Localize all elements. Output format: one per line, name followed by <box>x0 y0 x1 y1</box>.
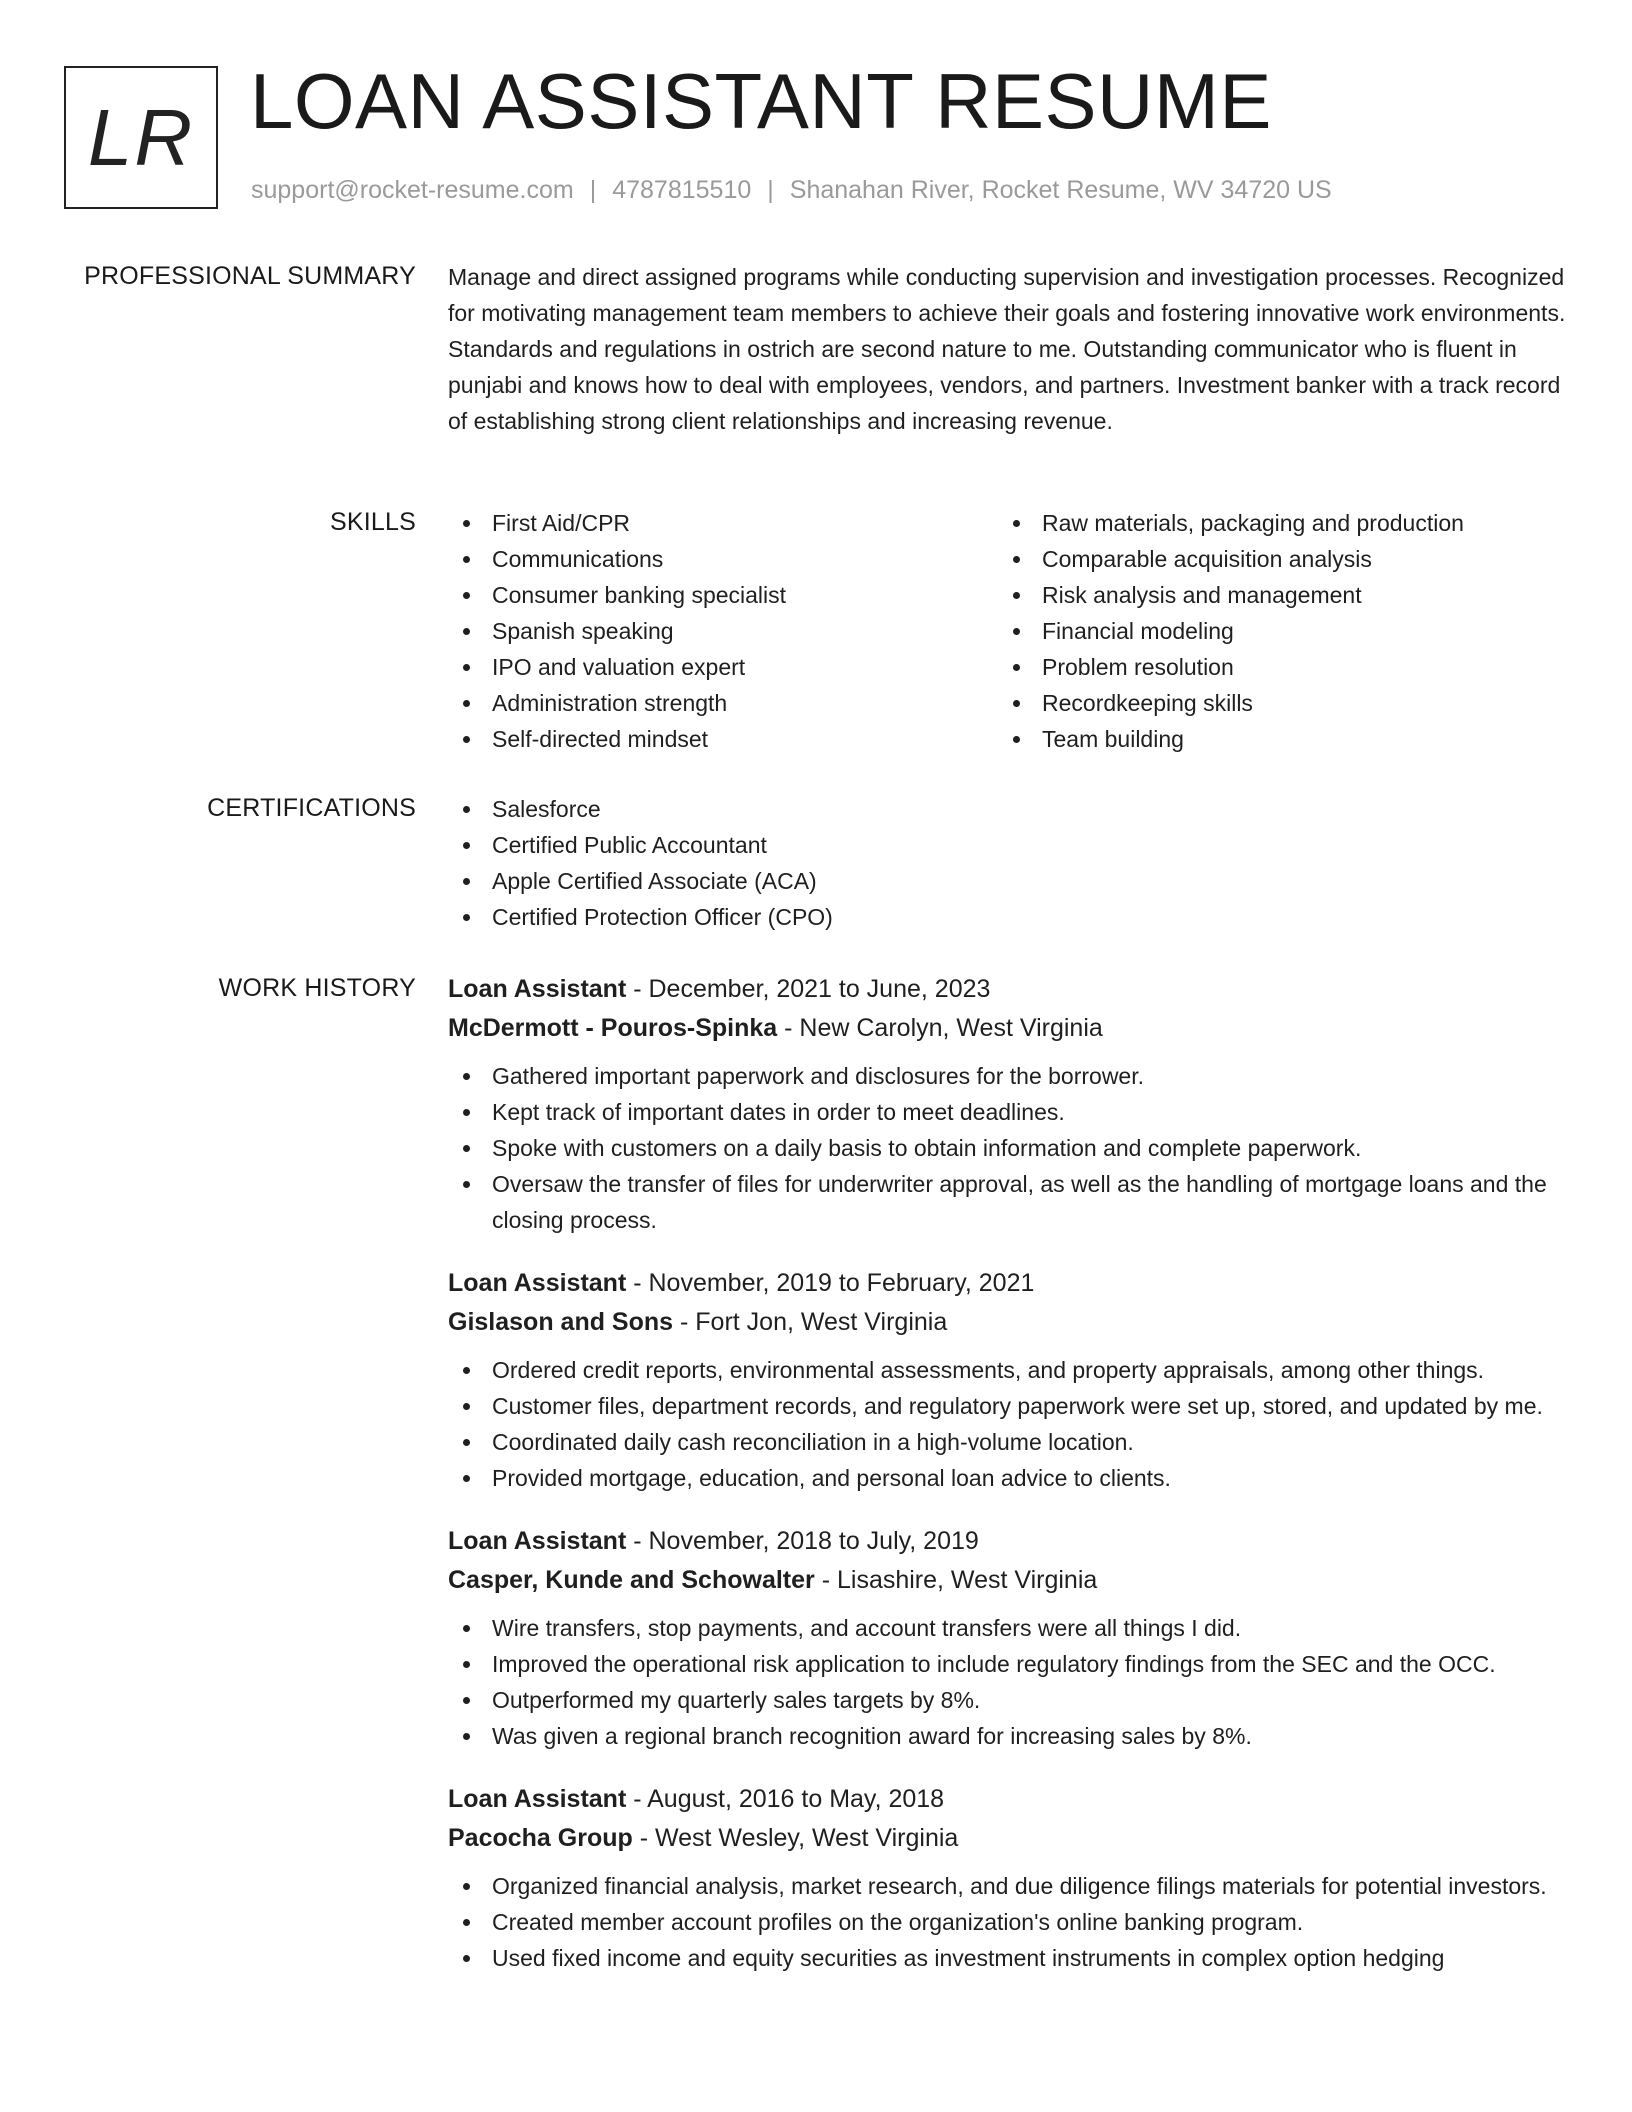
skills-body <box>448 505 1568 757</box>
skill-item: Comparable acquisition analysis <box>998 541 1548 577</box>
job-location: - West Wesley, West Virginia <box>632 1824 959 1852</box>
job-bullet: Coordinated daily cash reconciliation in a high-volume location. <box>448 1424 1568 1460</box>
job-heading <box>448 1780 1568 1818</box>
job-location: - Fort Jon, West Virginia <box>673 1308 948 1336</box>
skills-list-left <box>448 505 998 757</box>
job-bullet: Organized financial analysis, market research, and due diligence filings materials for potential investors. <box>448 1868 1568 1904</box>
job-title: Loan Assistant <box>448 1269 627 1297</box>
page-title: LOAN ASSISTANT RESUME <box>250 57 1272 145</box>
job-bullet: Ordered credit reports, environmental assessments, and property appraisals, among other things. <box>448 1352 1568 1388</box>
job-bullet: Wire transfers, stop payments, and account transfers were all things I did. <box>448 1610 1568 1646</box>
skill-item: Spanish speaking <box>448 613 998 649</box>
job-bullet: Created member account profiles on the organization's online banking program. <box>448 1904 1568 1940</box>
contact-phone[interactable]: 4787815510 <box>612 176 752 204</box>
job-dates: - November, 2019 to February, 2021 <box>626 1269 1035 1297</box>
job-bullet: Customer files, department records, and regulatory paperwork were set up, stored, and updated by me. <box>448 1388 1568 1424</box>
job-bullet: Oversaw the transfer of files for underwriter approval, as well as the handling of mortgage loans and the closing process. <box>448 1166 1568 1238</box>
job-employer <box>448 1008 1568 1048</box>
job-title: Loan Assistant <box>448 1527 627 1555</box>
job-bullet: Kept track of important dates in order to meet deadlines. <box>448 1094 1568 1130</box>
job-entry <box>448 970 1568 1238</box>
job-bullet: Used fixed income and equity securities as investment instruments in complex option hedging <box>448 1940 1568 1976</box>
contact-address: Shanahan River, Rocket Resume, WV 34720 US <box>789 176 1332 204</box>
skill-item: Self-directed mindset <box>448 721 998 757</box>
skill-item: IPO and valuation expert <box>448 649 998 685</box>
skills-heading: SKILLS <box>330 508 416 536</box>
job-bullet: Was given a regional branch recognition award for increasing sales by 8%. <box>448 1718 1568 1754</box>
skill-item: Communications <box>448 541 998 577</box>
skill-item: Raw materials, packaging and production <box>998 505 1548 541</box>
certifications-list <box>448 791 1568 935</box>
job-bullet: Gathered important paperwork and disclosures for the borrower. <box>448 1058 1568 1094</box>
contact-separator: | <box>767 176 774 204</box>
job-entry <box>448 1522 1568 1754</box>
job-location: - New Carolyn, West Virginia <box>777 1014 1103 1042</box>
certification-item: Apple Certified Associate (ACA) <box>448 863 1568 899</box>
job-bullet: Improved the operational risk application to include regulatory findings from the SEC and the OCC. <box>448 1646 1568 1682</box>
job-bullet: Spoke with customers on a daily basis to obtain information and complete paperwork. <box>448 1130 1568 1166</box>
certification-item: Salesforce <box>448 791 1568 827</box>
job-bullets <box>448 1058 1568 1238</box>
job-employer <box>448 1818 1568 1858</box>
certification-item: Certified Public Accountant <box>448 827 1568 863</box>
skill-item: Problem resolution <box>998 649 1548 685</box>
job-company: Pacocha Group <box>448 1824 633 1852</box>
skill-item: Recordkeeping skills <box>998 685 1548 721</box>
job-employer <box>448 1560 1568 1600</box>
job-employer <box>448 1302 1568 1342</box>
work-history-body <box>448 970 1568 2002</box>
job-bullet: Outperformed my quarterly sales targets by 8%. <box>448 1682 1568 1718</box>
job-heading <box>448 1522 1568 1560</box>
job-heading <box>448 1264 1568 1302</box>
job-bullets <box>448 1352 1568 1496</box>
job-company: Casper, Kunde and Schowalter <box>448 1566 815 1594</box>
job-heading <box>448 970 1568 1008</box>
job-location: - Lisashire, West Virginia <box>814 1566 1098 1594</box>
job-bullets <box>448 1868 1568 1976</box>
job-company: McDermott - Pouros-Spinka <box>448 1014 778 1042</box>
certifications-body <box>448 791 1568 935</box>
contact-email[interactable]: support@rocket-resume.com <box>251 176 574 204</box>
skill-item: Consumer banking specialist <box>448 577 998 613</box>
skill-item: First Aid/CPR <box>448 505 998 541</box>
skills-columns <box>448 505 1568 757</box>
job-dates: - December, 2021 to June, 2023 <box>626 975 991 1003</box>
contact-line <box>251 172 1332 208</box>
job-bullets <box>448 1610 1568 1754</box>
job-title: Loan Assistant <box>448 1785 627 1813</box>
skill-item: Administration strength <box>448 685 998 721</box>
job-bullet: Provided mortgage, education, and personal loan advice to clients. <box>448 1460 1568 1496</box>
work-history-heading: WORK HISTORY <box>218 974 416 1002</box>
contact-separator: | <box>589 176 597 204</box>
monogram: LR <box>64 66 218 209</box>
skills-list-right <box>998 505 1548 757</box>
job-entry <box>448 1264 1568 1496</box>
certification-item: Certified Protection Officer (CPO) <box>448 899 1568 935</box>
job-title: Loan Assistant <box>448 975 627 1003</box>
certifications-heading: CERTIFICATIONS <box>207 794 416 822</box>
job-dates: - August, 2016 to May, 2018 <box>626 1785 945 1813</box>
summary-text: Manage and direct assigned programs while conducting supervision and investigation processes. Recognized for motivating management team members to achieve their goals and fostering innovative work environments. Standards and regulations in ostrich are second nature to me. Outstanding communicator who is fluent in punjabi and knows how to deal with employees, vendors, and partners. Investment banker with a track record of establishing strong client relationships and increasing revenue. <box>448 264 1566 434</box>
skill-item: Team building <box>998 721 1548 757</box>
skill-item: Financial modeling <box>998 613 1548 649</box>
job-dates: - November, 2018 to July, 2019 <box>626 1527 979 1555</box>
skill-item: Risk analysis and management <box>998 577 1548 613</box>
summary-heading: PROFESSIONAL SUMMARY <box>84 262 416 290</box>
job-company: Gislason and Sons <box>448 1308 674 1336</box>
job-entry <box>448 1780 1568 1976</box>
